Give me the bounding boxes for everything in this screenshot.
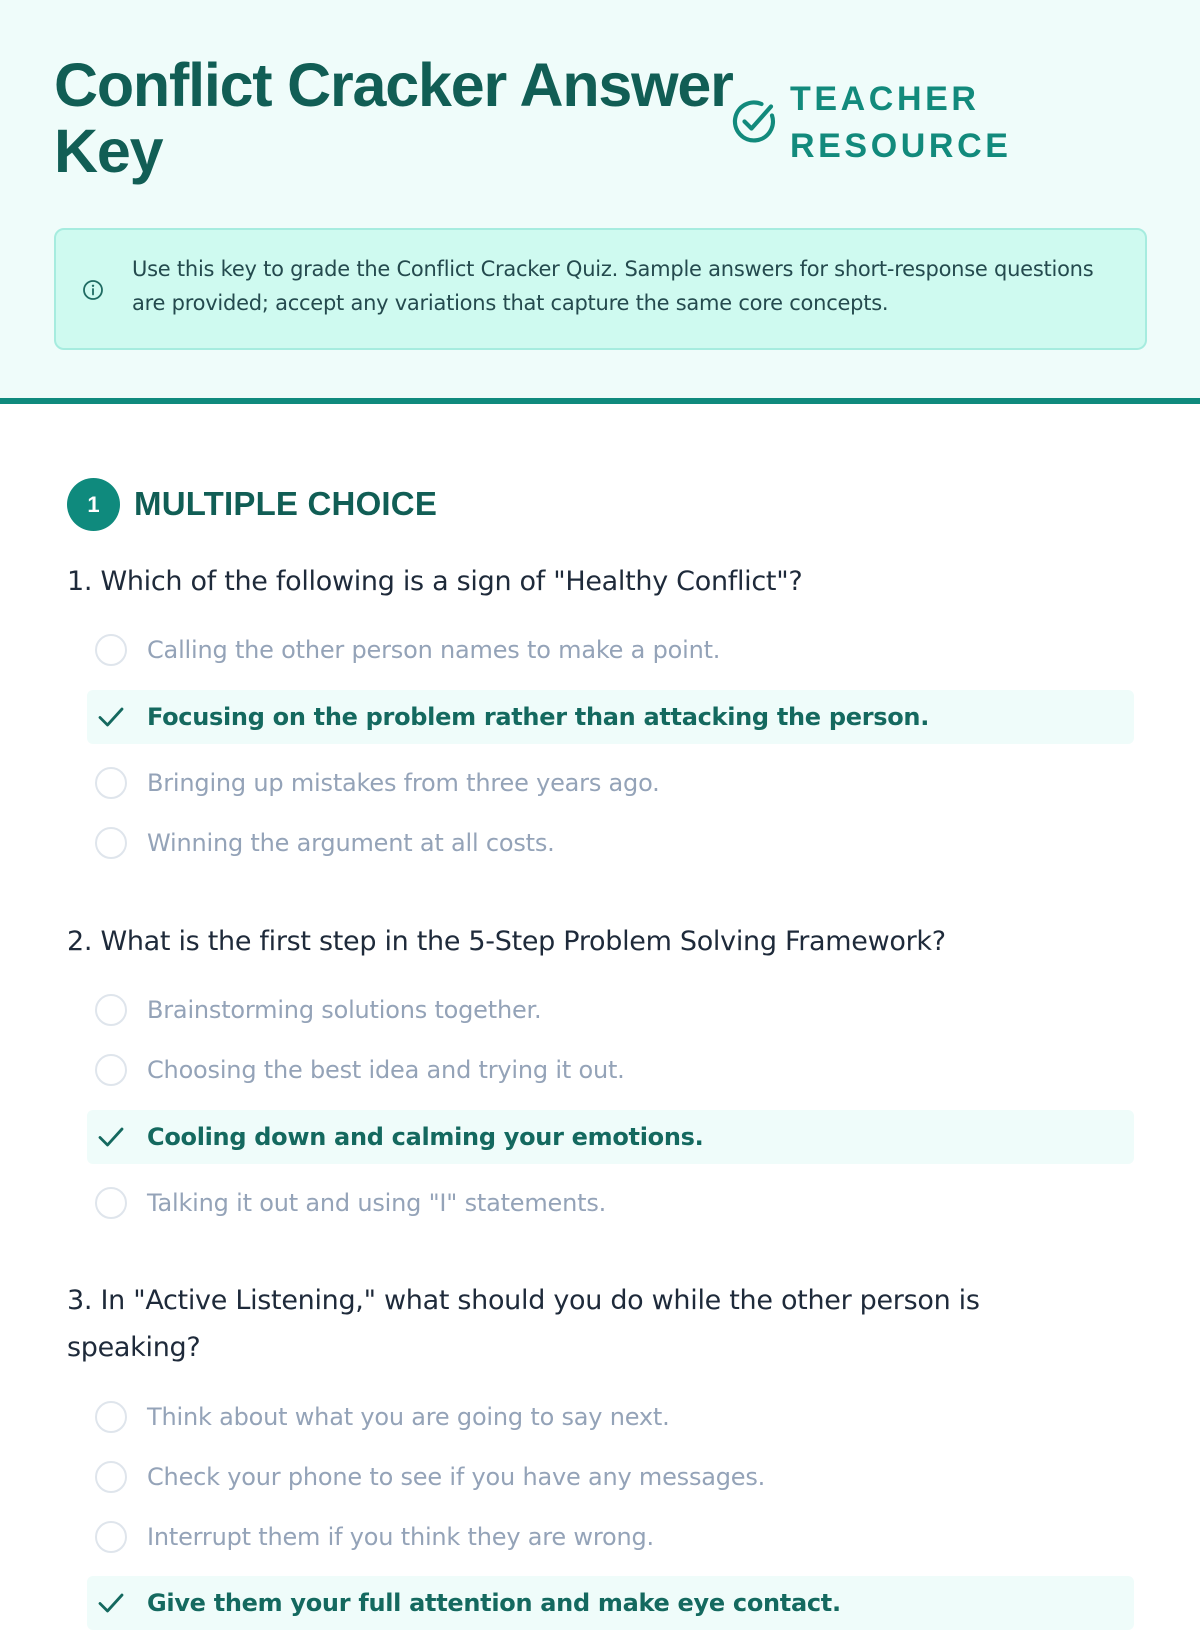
option-text: Interrupt them if you think they are wrong. <box>147 1523 654 1551</box>
radio-circle[interactable] <box>95 1521 127 1553</box>
option-q3-a[interactable] <box>87 1390 1134 1444</box>
instructions-callout <box>54 228 1147 350</box>
badge-line-1: TEACHER <box>790 80 980 118</box>
radio-circle[interactable] <box>95 1054 127 1086</box>
option-text: Talking it out and using "I" statements. <box>147 1189 607 1217</box>
check-circle-icon <box>731 98 777 144</box>
option-q1-c[interactable] <box>87 756 1134 810</box>
check-icon <box>97 1590 125 1616</box>
question-3: 3. In "Active Listening," what should you do while the other person is speaking? <box>67 1285 980 1363</box>
option-q2-a[interactable] <box>87 983 1134 1037</box>
question-2: 2. What is the first step in the 5-Step Problem Solving Framework? <box>67 926 946 957</box>
option-text: Choosing the best idea and trying it out. <box>147 1056 625 1084</box>
radio-circle[interactable] <box>95 994 127 1026</box>
option-q2-d[interactable] <box>87 1176 1134 1230</box>
option-text: Think about what you are going to say next. <box>147 1403 670 1431</box>
page-header <box>0 0 1200 404</box>
radio-circle[interactable] <box>95 1401 127 1433</box>
check-icon <box>97 1124 125 1150</box>
check-icon <box>97 704 125 730</box>
radio-circle[interactable] <box>95 767 127 799</box>
option-text: Focusing on the problem rather than attacking the person. <box>147 703 930 731</box>
radio-circle[interactable] <box>95 634 127 666</box>
radio-circle[interactable] <box>95 1461 127 1493</box>
option-text: Brainstorming solutions together. <box>147 996 542 1024</box>
section-title: MULTIPLE CHOICE <box>134 485 438 522</box>
radio-circle[interactable] <box>95 827 127 859</box>
option-q3-d-correct[interactable] <box>87 1576 1134 1630</box>
section-number: 1 <box>67 478 120 531</box>
option-q2-b[interactable] <box>87 1043 1134 1097</box>
option-q3-b[interactable] <box>87 1450 1134 1504</box>
page-title: Conflict Cracker Answer Key <box>54 51 733 185</box>
option-q1-d[interactable] <box>87 816 1134 870</box>
option-text: Cooling down and calming your emotions. <box>147 1123 704 1151</box>
option-text: Check your phone to see if you have any messages. <box>147 1463 766 1491</box>
option-q2-c-correct[interactable] <box>87 1110 1134 1164</box>
option-q1-b-correct[interactable] <box>87 690 1134 744</box>
option-q1-a[interactable] <box>87 623 1134 677</box>
info-circle-icon <box>82 279 104 301</box>
option-text: Calling the other person names to make a point. <box>147 636 721 664</box>
question-1: 1. Which of the following is a sign of "Healthy Conflict"? <box>67 566 803 597</box>
option-text: Give them your full attention and make eye contact. <box>147 1589 841 1617</box>
option-q3-c[interactable] <box>87 1510 1134 1564</box>
radio-circle[interactable] <box>95 1187 127 1219</box>
instructions-text: Use this key to grade the Conflict Cracker Quiz. Sample answers for short-response questions are provided; accept any variations that capture the same core concepts. <box>132 257 1094 315</box>
badge-line-2: RESOURCE <box>790 127 1012 165</box>
teacher-resource-badge <box>790 76 1012 170</box>
option-text: Winning the argument at all costs. <box>147 829 555 857</box>
option-text: Bringing up mistakes from three years ago. <box>147 769 660 797</box>
